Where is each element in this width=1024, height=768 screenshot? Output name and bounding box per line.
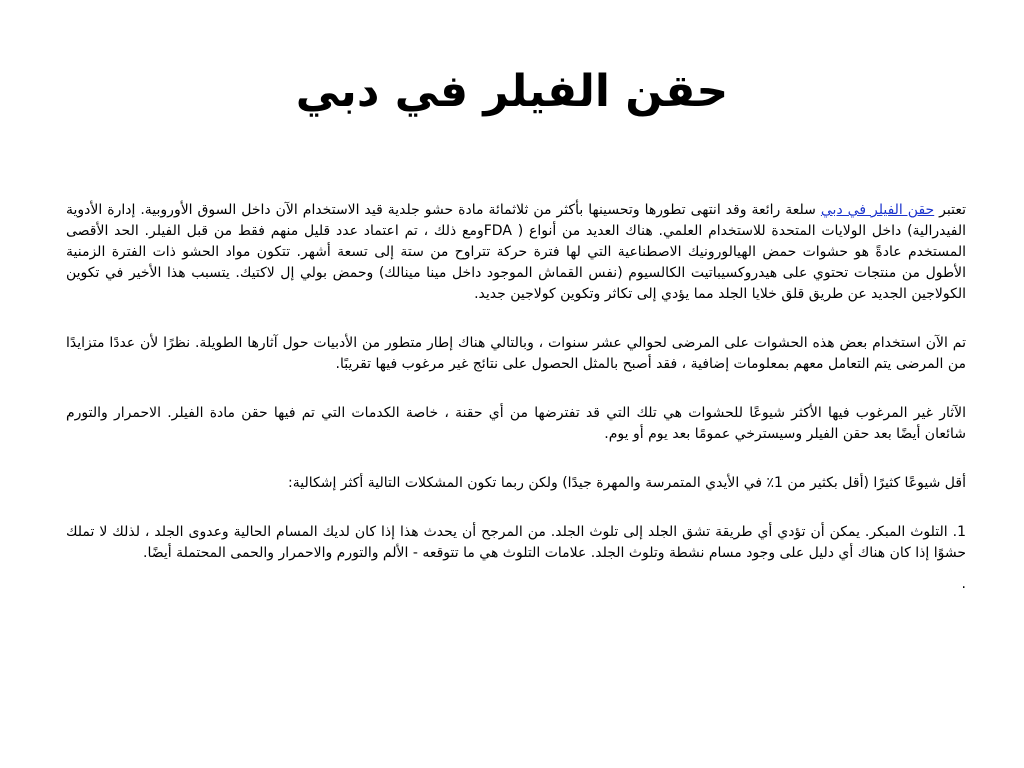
paragraph-intro xyxy=(66,200,966,305)
paragraph-infection: 1. التلوث المبكر. يمكن أن تؤدي أي طريقة تشق الجلد إلى تلوث الجلد. من المرجح أن يحدث هذا إذا كان لديك المسام الحالية وعدوى الجلد ، لذلك لا تملك حشوًا إذا كان هناك أي دليل على وجود مسام نشطة وتلوث الجلد. علامات التلوث هي ما تتوقعه - الألم والتورم والاحمرار والحمى المحتملة أيضًا. xyxy=(66,524,966,561)
content-body xyxy=(66,200,966,623)
paragraph-intro-lead: تعتبر xyxy=(934,202,967,218)
paragraph-intro-text: سلعة رائعة وقد انتهى تطورها وتحسينها بأكثر من ثلاثمائة مادة حشو جلدية قيد الاستخدام الآن داخل السوق الأوروبية. إدارة الأدوية الفيدرالية) داخل الولايات المتحدة للاستخدام العلمي. هناك العديد من أنواع ( FDAومع ذلك ، تم اعتماد عدد قليل منهم فقط من قبل الفيلر. الحد الأقصى المستخدم عادةً هو حشوات حمض الهيالورونيك الاصطناعية التي لها فترة حركة تتراوح من ستة إلى تسعة أشهر. تتكون مواد الحشو ذات الفترة الزمنية الأطول من منتجات تحتوي على هيدروكسيباتيت الكالسيوم (نفس القماش الموجود داخل مينا مينالك) وحمض بولي إل لاكتيك. يتسبب هذا الأخير في تكوين الكولاجين الجديد عن طريق قلق خلايا الجلد مما يؤدي إلى تكاثر وتكوين كولاجين جديد. xyxy=(66,202,966,302)
paragraph-history: تم الآن استخدام بعض هذه الحشوات على المرضى لحوالي عشر سنوات ، وبالتالي هناك إطار متطور من الأدبيات حول آثارها الطويلة. نظرًا لأن عددًا متزايدًا من المرضى يتم التعامل معهم بمعلومات إضافية ، فقد أصبح بالمثل الحصول على نتائج غير مرغوب فيها تقريبًا. xyxy=(66,335,966,372)
page-title: حقن الفيلر في دبي xyxy=(295,66,729,117)
paragraph-trailing-dot: . xyxy=(961,576,966,592)
paragraph-side-effects: الآثار غير المرغوب فيها الأكثر شيوعًا للحشوات هي تلك التي قد تفترضها من أي حقنة ، خاصة الكدمات التي تم فيها حقن مادة الفيلر. الاحمرار والتورم شائعان أيضًا بعد حقن الفيلر وسيسترخي عمومًا بعد يوم أو يوم. xyxy=(66,405,966,442)
filler-dubai-link[interactable]: حقن الفيلر في دبي xyxy=(820,202,935,218)
paragraph-rare-problems: أقل شيوعًا كثيرًا (أقل بكثير من 1٪ في الأيدي المتمرسة والمهرة جيدًا) ولكن ربما تكون المشكلات التالية أكثر إشكالية: xyxy=(288,475,966,491)
